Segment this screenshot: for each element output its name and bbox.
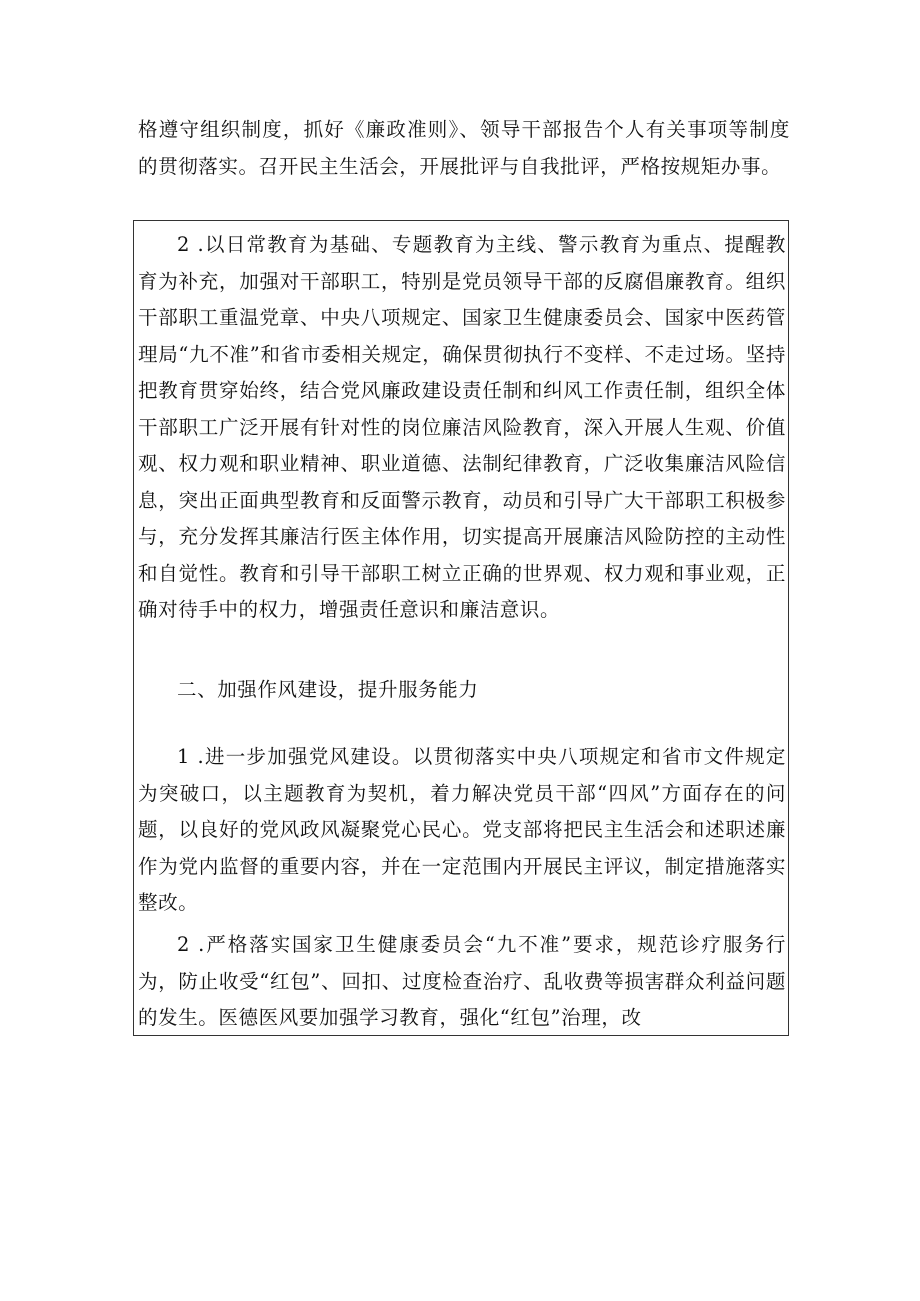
intro-paragraph: 格遵守组织制度，抓好《廉政准则》、领导干部报告个人有关事项等制度的贯彻落实。召开民主生活会，开展批评与自我批评，严格按规矩办事。 — [138, 118, 790, 178]
party-style-paragraph: 1 .进一步加强党风建设。以贯彻落实中央八项规定和省市文件规定为突破口，以主题教育为契机，着力解决党员干部“四风”方面存在的问题，以良好的党风政风凝聚党心民心。党支部将把民主生活会和述职述廉作为党内监督的重要内容，并在一定范围内开展民主评议，制定措施落实整改。 — [138, 745, 786, 914]
content-box — [133, 220, 789, 1036]
nine-prohibitions-paragraph: 2 .严格落实国家卫生健康委员会“九不准”要求，规范诊疗服务行为，防止收受“红包”、回扣、过度检查治疗、乱收费等损害群众利益问题的发生。医德医风要加强学习教育，强化“红包”治理，改 — [138, 933, 786, 1029]
education-paragraph: 2 .以日常教育为基础、专题教育为主线、警示教育为重点、提醒教育为补充，加强对干部职工，特别是党员领导干部的反腐倡廉教育。组织干部职工重温党章、中央八项规定、国家卫生健康委员会、国家中医药管理局“九不准”和省市委相关规定，确保贯彻执行不变样、不走过场。坚持把教育贯穿始终，结合党风廉政建设责任制和纠风工作责任制，组织全体干部职工广泛开展有针对性的岗位廉洁风险教育，深入开展人生观、价值观、权力观和职业精神、职业道德、法制纪律教育，广泛收集廉洁风险信息，突出正面典型教育和反面警示教育，动员和引导广大干部职工积极参与，充分发挥其廉洁行医主体作用，切实提高开展廉洁风险防控的主动性和自觉性。教育和引导干部职工树立正确的世界观、权力观和事业观，正确对待手中的权力，增强责任意识和廉洁意识。 — [138, 233, 786, 621]
section-heading: 二、加强作风建设，提升服务能力 — [177, 678, 479, 701]
